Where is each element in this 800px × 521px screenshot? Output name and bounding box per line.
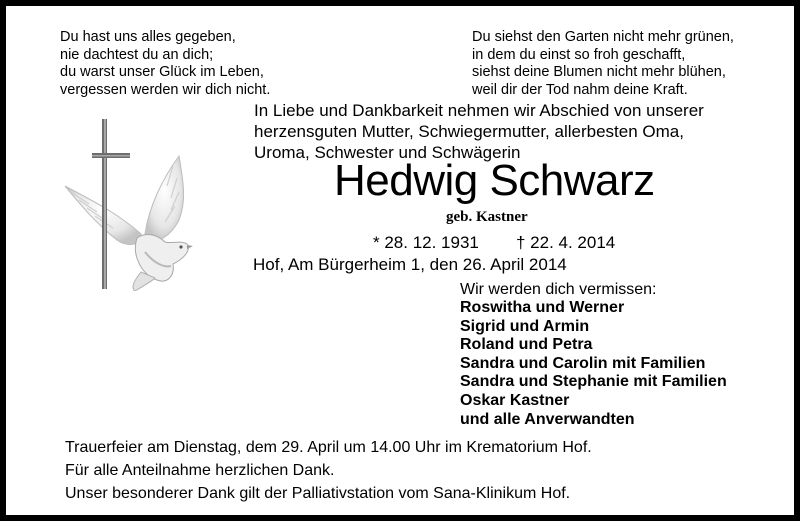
poem-line: Du siehst den Garten nicht mehr grünen, xyxy=(472,29,734,45)
mourner-item: Roswitha und Werner xyxy=(460,299,625,316)
mourner-item: Sandra und Stephanie mit Familien xyxy=(460,373,727,391)
maiden-name: geb. Kastner xyxy=(446,209,528,225)
intro-text xyxy=(254,100,704,163)
death-date: † 22. 4. 2014 xyxy=(516,233,616,252)
mourners-list xyxy=(460,299,727,429)
poem-line: du warst unser Glück im Leben, xyxy=(60,64,264,80)
poem-right xyxy=(472,29,734,99)
mourner-item: Sigrid und Armin xyxy=(460,317,590,335)
special-thanks-line: Unser besonderer Dank gilt der Palliativstation vom Sana-Klinikum Hof. xyxy=(65,485,571,502)
footer-text xyxy=(65,436,592,505)
poem-line: in dem du einst so froh geschafft, xyxy=(472,46,686,63)
poem-line: weil dir der Tod nahm deine Kraft. xyxy=(472,81,688,98)
birth-date: * 28. 12. 1931 xyxy=(373,233,479,252)
place-and-date: Hof, Am Bürgerheim 1, den 26. April 2014 xyxy=(253,255,567,274)
poem-left xyxy=(60,29,270,99)
thanks-line: Für alle Anteilnahme herzlichen Dank. xyxy=(65,462,335,479)
poem-line: siehst deine Blumen nicht mehr blühen, xyxy=(472,64,726,80)
mourner-item: Roland und Petra xyxy=(460,336,593,354)
cross-and-dove-emblem xyxy=(61,116,231,291)
mourner-item: und alle Anverwandten xyxy=(460,410,635,428)
intro-line: In Liebe und Dankbarkeit nehmen wir Abschied von unserer xyxy=(254,101,704,120)
intro-line: Uroma, Schwester und Schwägerin xyxy=(254,143,521,162)
mourner-item: Oskar Kastner xyxy=(460,391,570,409)
poem-line: Du hast uns alles gegeben, xyxy=(60,29,236,45)
mourners-heading: Wir werden dich vermissen: xyxy=(460,281,657,298)
intro-line: herzensguten Mutter, Schwiegermutter, allerbesten Oma, xyxy=(254,122,684,141)
deceased-name: Hedwig Schwarz xyxy=(334,156,655,205)
dove-icon xyxy=(65,156,193,291)
funeral-info: Trauerfeier am Dienstag, dem 29. April um 14.00 Uhr im Krematorium Hof. xyxy=(65,439,592,456)
poem-line: nie dachtest du an dich; xyxy=(60,46,214,63)
mourner-item: Sandra und Carolin mit Familien xyxy=(460,354,706,372)
poem-line: vergessen werden wir dich nicht. xyxy=(60,81,271,98)
